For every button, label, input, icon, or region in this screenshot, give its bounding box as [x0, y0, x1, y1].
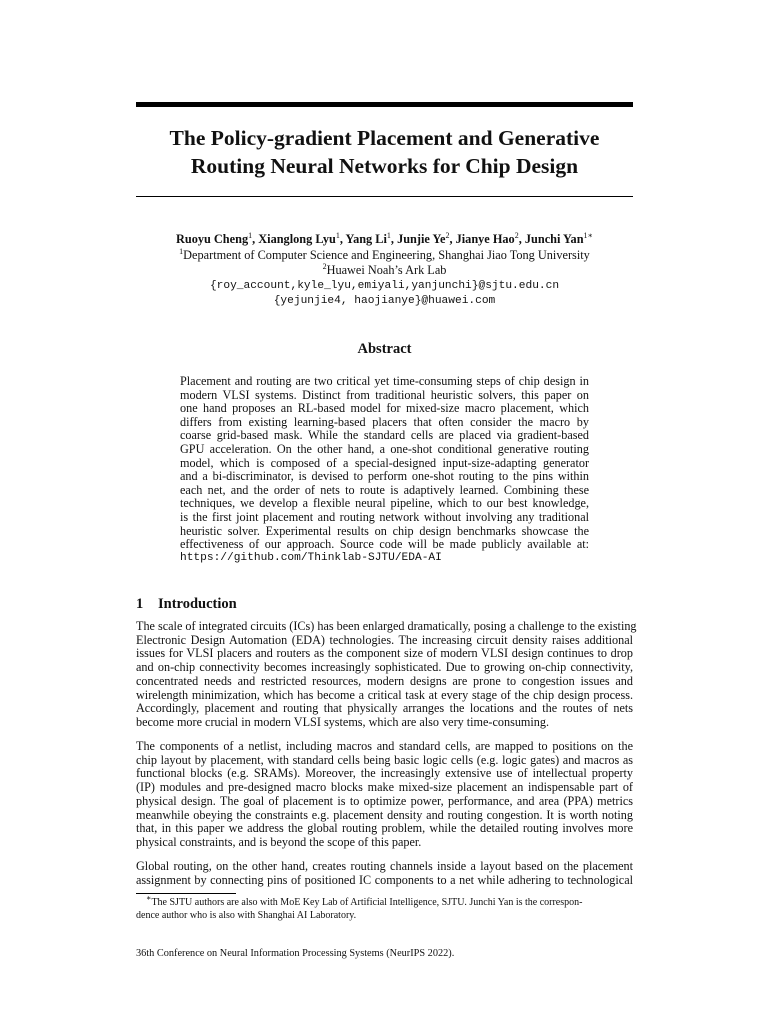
- section-heading-introduction: [136, 596, 237, 613]
- abstract-line: GPU acceleration. On the other hand, a one-shot conditional generative routing: [180, 441, 589, 456]
- author-sup: 1: [335, 230, 340, 240]
- affiliation-sup: 2: [322, 261, 327, 271]
- author-sup: 1: [248, 230, 253, 240]
- code-url-link[interactable]: https://github.com/Thinklab-SJTU/EDA-AI: [180, 551, 442, 564]
- intro-line: physical design. The goal of placement is to optimize power, performance, and area (PPA) metrics: [136, 793, 633, 808]
- section-number: 1: [136, 596, 144, 612]
- footnote-line: dence author who is also with Shanghai AI Laboratory.: [136, 909, 357, 921]
- author-name: Jianye Hao: [455, 232, 515, 246]
- intro-line: that, in this paper we address the global routing problem, while the detailed routing involves more: [136, 821, 633, 836]
- abstract-line: and a bi-discriminator, is devised to perform one-shot routing to the pins within: [180, 469, 589, 484]
- intro-paragraph: [136, 619, 637, 730]
- abstract-line: model, which is composed of a special-designed input-size-adapting generator: [180, 455, 589, 470]
- abstract-line: coarse grid-based mask. While the standard cells are placed via gradient-based: [180, 428, 589, 443]
- paper-title: [136, 124, 633, 180]
- abstract-line: effectiveness of our approach. Source code will be made publicly available at:: [180, 537, 589, 552]
- intro-line: functional blocks (e.g. SRAMs). Moreover, the increasingly extensive use of intellectual property: [136, 766, 633, 781]
- intro-paragraph: [136, 860, 633, 887]
- author-name: Junchi Yan: [524, 232, 584, 246]
- affiliation: [136, 263, 633, 279]
- author-name: Yang Li: [345, 232, 387, 246]
- intro-line: (IP) modules and pre-designed macro blocks make mixed-size placement an indispensable part of: [136, 780, 633, 795]
- intro-paragraph: [136, 740, 633, 850]
- footnote-mark: ∗: [146, 893, 152, 903]
- email-line: {yejunjie4, haojianye}@huawei.com: [273, 295, 496, 307]
- intro-line: chip layout by placement, with standard cells being basic logic cells (e.g. logic gates) and macros as: [136, 752, 633, 767]
- footnote-text: The SJTU authors are also with MoE Key Lab of Artificial Intelligence, SJTU. Junchi Yan is the correspon-: [151, 897, 583, 908]
- affiliation-sup: 1: [179, 246, 184, 256]
- intro-line: become more crucial in modern VLSI systems, which are also very time-consuming.: [136, 714, 550, 729]
- venue-footer: 36th Conference on Neural Information Processing Systems (NeurIPS 2022).: [136, 948, 455, 959]
- intro-line: Electronic Design Automation (EDA) technologies. The increasing circuit density raises additional: [136, 632, 633, 647]
- author-sup: 1: [386, 230, 391, 240]
- abstract-line: heuristic solver. Experimental results on chip design benchmarks showcase the: [180, 523, 589, 538]
- author-block: [136, 232, 633, 310]
- intro-line: The components of a netlist, including macros and standard cells, are mapped to positions on the: [136, 739, 633, 753]
- affiliation-text: Department of Computer Science and Engineering, Shanghai Jiao Tong University: [183, 247, 590, 262]
- footnote-line: [136, 893, 633, 910]
- intro-line: issues for VLSI placers and routers as the component size of modern VLSI design continues to drop: [136, 646, 633, 661]
- title-line-2: Routing Neural Networks for Chip Design: [190, 154, 579, 178]
- email-line: {roy_account,kyle_lyu,emiyali,yanjunchi}@sjtu.edu.cn: [209, 279, 560, 292]
- intro-line: assignment by connecting pins of positioned IC components to a net while adhering to technological: [136, 872, 633, 887]
- intro-line: meanwhile obeying the constraints e.g. placement density and routing congestion. It is worth noting: [136, 807, 633, 822]
- title-rule: [136, 196, 633, 197]
- intro-line: and on-chip connectivity becomes increasingly sophisticated. Due to growing on-chip connectivity,: [136, 660, 633, 675]
- affiliation: [136, 248, 633, 264]
- intro-line: Accordingly, placement and routing that physically arranges the locations and the routes of nets: [136, 701, 633, 716]
- author-sup: 2: [514, 230, 519, 240]
- abstract-line: modern VLSI systems. Distinct from traditional heuristic solvers, this paper on: [180, 387, 589, 402]
- abstract-heading: Abstract: [357, 341, 412, 357]
- affiliation-text: Huawei Noah’s Ark Lab: [326, 263, 447, 277]
- author-list: Ruoyu Cheng$^1$, Xianglong Lyu$^1$, Yang Li$^1$, Junjie Ye$^2$, Jianye Hao$^2$, Junchi Yan$^{1∗}$: [176, 230, 593, 246]
- intro-line: physical constraints, and is beyond the scope of this paper.: [136, 834, 422, 849]
- intro-line: wirelength minimization, which has become a critical task at every stage of the chip design process.: [136, 687, 633, 702]
- top-rule: [136, 102, 633, 107]
- abstract-line: differs from existing learning-based placers that often consider the macro by: [180, 414, 589, 429]
- abstract-line: each net, and the order of nets to route is adaptively learned. Combining these: [180, 482, 589, 497]
- title-line-1: The Policy-gradient Placement and Generative: [169, 126, 600, 150]
- abstract-line: is the first joint placement and routing network without involving any traditional: [180, 509, 589, 524]
- abstract-line: techniques, we develop a flexible neural pipeline, which to our best knowledge,: [180, 496, 589, 511]
- author-sup: 1∗: [583, 230, 593, 240]
- author-name: Junjie Ye: [397, 232, 446, 246]
- intro-line: The scale of integrated circuits (ICs) has been enlarged dramatically, posing a challenge to the existing: [136, 619, 637, 633]
- footnote: [136, 893, 633, 922]
- author-name: Ruoyu Cheng: [176, 232, 249, 246]
- abstract-line: Placement and routing are two critical yet time-consuming steps of chip design in: [180, 374, 589, 388]
- intro-line: Global routing, on the other hand, creates routing channels inside a layout based on the placement: [136, 859, 633, 873]
- abstract-line: one hand proposes an RL-based model for mixed-size macro placement, which: [180, 401, 589, 416]
- author-name: Xianglong Lyu: [258, 232, 336, 246]
- section-title: Introduction: [158, 596, 237, 612]
- intro-line: concentrated needs and restricted resources, modern designs are prone to congestion issues and: [136, 673, 633, 688]
- author-sup: 2: [445, 230, 450, 240]
- abstract-text: [180, 375, 589, 565]
